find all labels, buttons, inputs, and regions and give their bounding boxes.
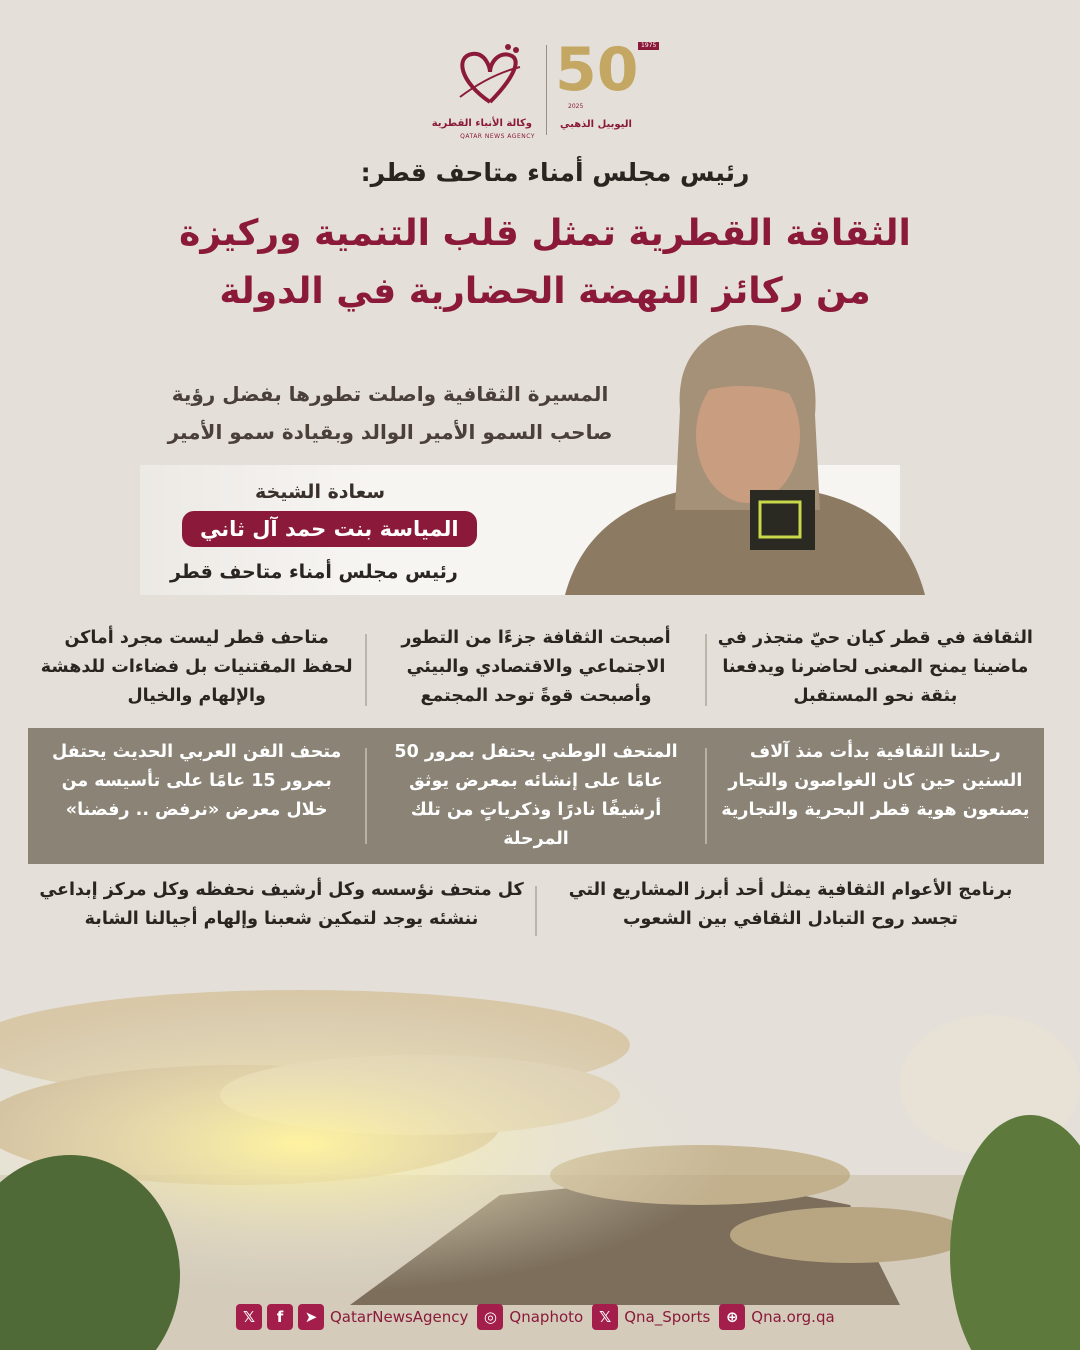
facts-row-2: [28, 728, 1044, 864]
handle-sports[interactable]: Qna_Sports: [624, 1308, 711, 1326]
fact: أصبحت الثقافة جزءًا من التطور الاجتماعي والاقتصادي والبيئي وأصبحت قوةً توحد المجتمع: [401, 628, 671, 706]
fact: برنامج الأعوام الثقافية يمثل أحد أبرز المشاريع التي تجسد روح التبادل الثقافي بين الشعوب: [568, 880, 1013, 929]
headline-line-1: الثقافة القطرية تمثل قلب التنمية وركيزة: [179, 213, 911, 254]
social-footer: [236, 1304, 839, 1330]
portrait-image: [565, 320, 925, 595]
person-name-badge: المياسة بنت حمد آل ثاني: [182, 511, 477, 547]
agency-name-en: QATAR NEWS AGENCY: [460, 133, 535, 140]
jubilee-year-end: 2025: [568, 103, 584, 110]
facts-row-1: [28, 624, 1044, 716]
fact: المتحف الوطني يحتفل بمرور 50 عامًا على إنشائه بمعرض يوثق أرشيفًا نادرًا وذكرياتٍ من تلك المرحلة: [394, 742, 678, 849]
globe-icon[interactable]: ⊕: [719, 1304, 745, 1330]
header-logos: [420, 35, 680, 140]
headline-line-2: من ركائز النهضة الحضارية في الدولة: [219, 271, 871, 312]
facebook-icon[interactable]: f: [267, 1304, 293, 1330]
fact: رحلتنا الثقافية بدأت منذ آلاف السنين حين كان الغواصون والتجار يصنعون هوية قطر البحرية والتجارية: [721, 742, 1030, 820]
quote-line-2: صاحب السمو الأمير الوالد وبقيادة سمو الأمير: [167, 420, 613, 444]
facts-section: [28, 624, 1044, 946]
agency-name-ar: وكالة الأنباء القطرية: [431, 118, 532, 129]
telegram-icon[interactable]: ➤: [298, 1304, 324, 1330]
instagram-icon[interactable]: ◎: [477, 1304, 503, 1330]
fact: كل متحف نؤسسه وكل أرشيف نحفظه وكل مركز إبداعي ننشئه يوجد لتمكين شعبنا وإلهام أجيالنا الشابة: [39, 880, 524, 929]
jubilee-year-start: 1975: [638, 42, 659, 50]
website-link[interactable]: Qna.org.qa: [751, 1308, 835, 1326]
fact: متاحف قطر ليست مجرد أماكن لحفظ المقتنيات بل فضاءات للدهشة والإلهام والخيال: [40, 628, 353, 706]
museum-image: [0, 975, 1080, 1350]
facts-row-3: [28, 876, 1044, 946]
handle-main[interactable]: QatarNewsAgency: [330, 1308, 469, 1326]
fact: متحف الفن العربي الحديث يحتفل بمرور 15 عامًا على تأسيسه من خلال معرض «نرفض .. رفضنا»: [52, 742, 342, 820]
fact: الثقافة في قطر كيان حيّ متجذر في ماضينا يمنح المعنى لحاضرنا ويدفعنا بثقة نحو المستقبل: [717, 628, 1033, 706]
jubilee-label: اليوبيل الذهبي: [560, 119, 632, 130]
quote-line-1: المسيرة الثقافية واصلت تطورها بفضل رؤية: [171, 382, 609, 406]
logo-divider: [546, 45, 547, 135]
qna-logo-icon: [450, 42, 530, 114]
subtitle: رئيس مجلس أمناء متاحف قطر:: [360, 158, 750, 187]
person-position: رئيس مجلس أمناء متاحف قطر: [170, 561, 458, 583]
x-icon[interactable]: 𝕏: [592, 1304, 618, 1330]
x-icon[interactable]: 𝕏: [236, 1304, 262, 1330]
handle-photo[interactable]: Qnaphoto: [509, 1308, 584, 1326]
headline: [0, 205, 1080, 321]
jubilee-number: 50: [555, 35, 639, 105]
person-honorific: سعادة الشيخة: [255, 481, 386, 503]
